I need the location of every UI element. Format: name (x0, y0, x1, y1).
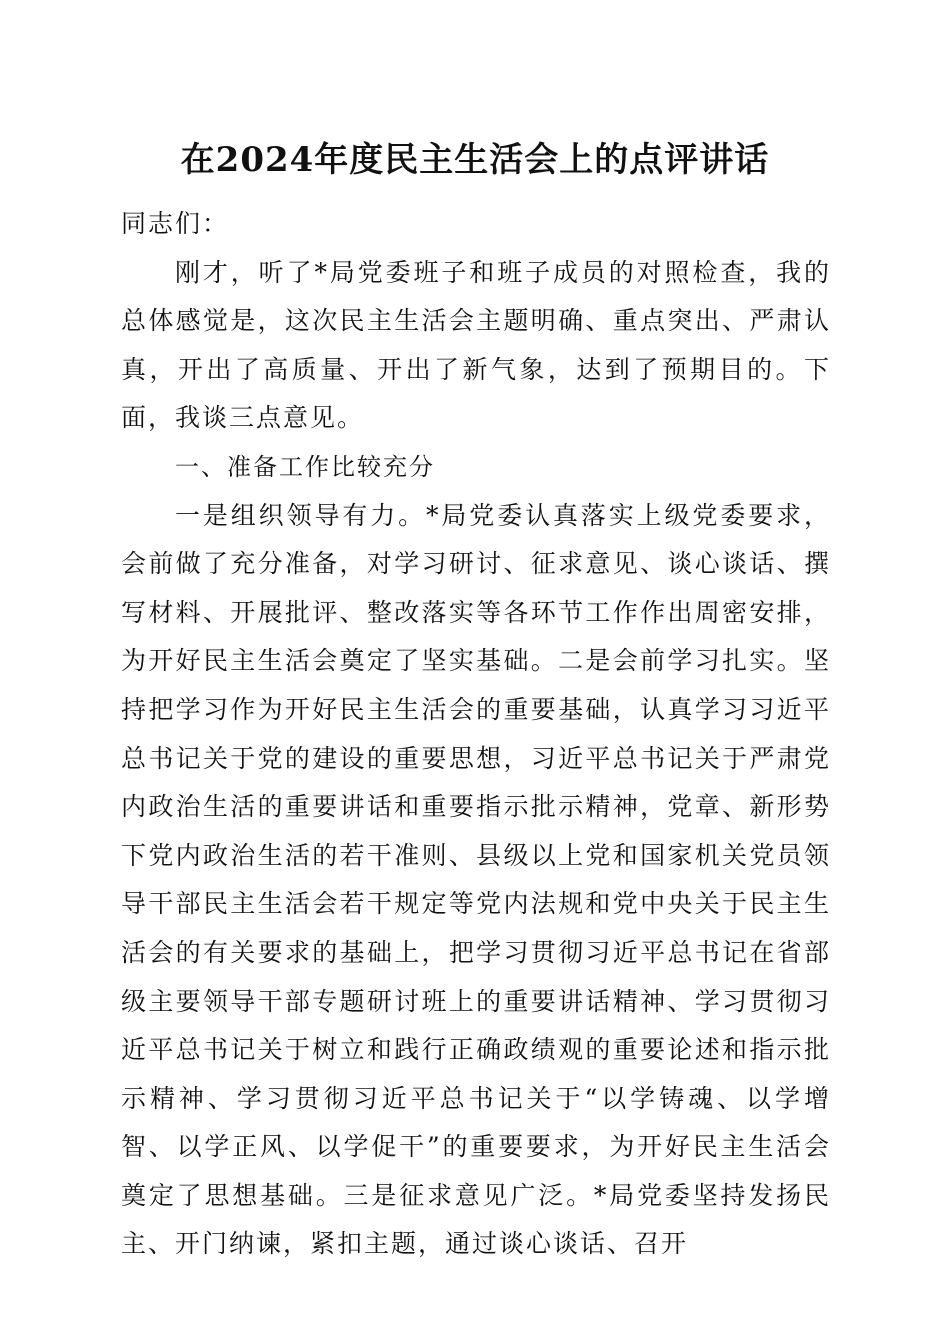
section-1-paragraph: 一是组织领导有力。*局党委认真落实上级党委要求，会前做了充分准备，对学习研讨、征求意见、谈心谈话、撰写材料、开展批评、整改落实等各环节工作作出周密安排，为开好民主生活会奠定了坚实基础。二是会前学习扎实。坚持把学习作为开好民主生活会的重要基础，认真学习习近平总书记关于党的建设的重要思想，习近平总书记关于严肃党内政治生活的重要讲话和重要指示批示精神，党章、新形势下党内政治生活的若干准则、县级以上党和国家机关党员领导干部民主生活会若干规定等党内法规和党中央关于民主生活会的有关要求的基础上，把学习贯彻习近平总书记在省部级主要领导干部专题研讨班上的重要讲话精神、学习贯彻习近平总书记关于树立和践行正确政绩观的重要论述和指示批示精神、学习贯彻习近平总书记关于“以学铸魂、以学增智、以学正风、以学促干”的重要要求，为开好民主生活会奠定了思想基础。三是征求意见广泛。*局党委坚持发扬民主、开门纳谏，紧扣主题，通过谈心谈话、召开 (121, 500, 831, 1259)
document-title: 在2024年度民主生活会上的点评讲话 (180, 140, 770, 180)
intro-paragraph: 刚才，听了*局党委班子和班子成员的对照检查，我的总体感觉是，这次民主生活会主题明确、重点突出、严肃认真，开出了高质量、开出了新气象，达到了预期目的。下面，我谈三点意见。 (121, 257, 831, 433)
section-heading-1: 一、准备工作比较充分 (175, 452, 435, 481)
salutation: 同志们： (121, 209, 230, 238)
document-body (121, 200, 831, 1269)
